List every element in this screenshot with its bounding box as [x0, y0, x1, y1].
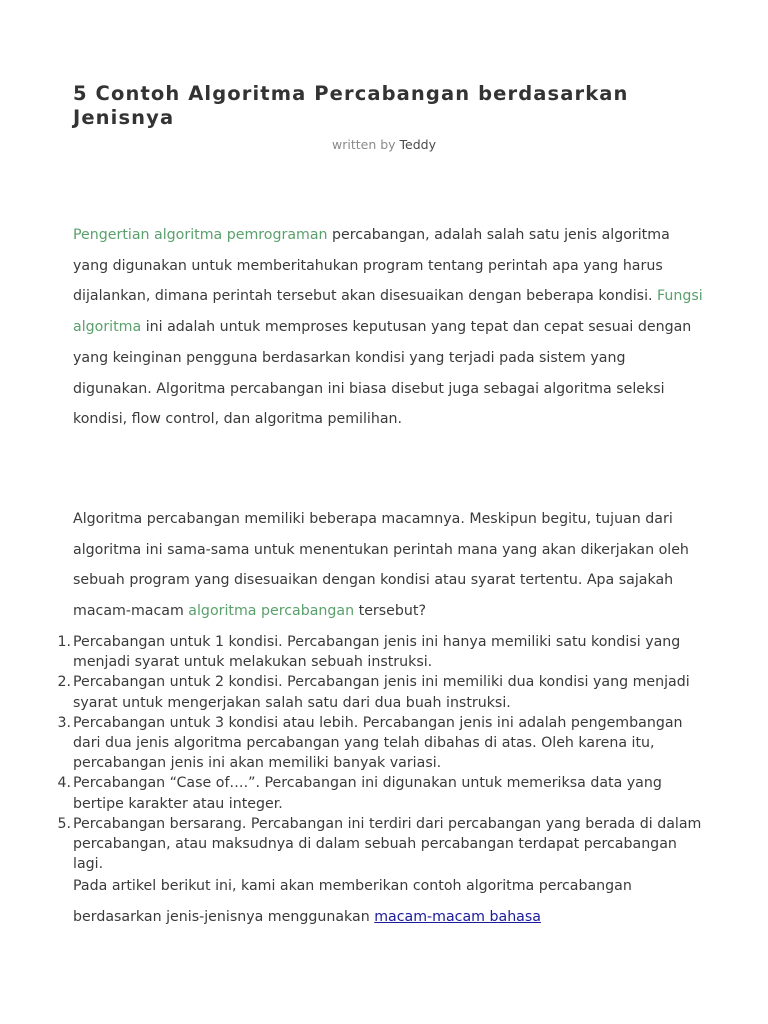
link-pengertian-algoritma[interactable]: Pengertian algoritma pemrograman — [73, 227, 328, 243]
list-item — [57, 814, 703, 875]
intro-paragraph — [73, 220, 703, 435]
list-item — [57, 672, 703, 712]
list-item — [57, 713, 703, 774]
closing-paragraph — [73, 871, 703, 932]
intro-text-1: percabangan, adalah salah satu jenis algoritma yang digunakan untuk memberitahukan program tentang perintah apa yang harus dijalankan, dimana perintah tersebut akan disesuaikan dengan beberapa kondisi. — [73, 227, 670, 305]
byline-author: Teddy — [399, 137, 436, 152]
article-title: 5 Contoh Algoritma Percabangan berdasarkan Jenisnya — [73, 82, 629, 129]
list-item-text: Percabangan untuk 1 kondisi. Percabangan jenis ini hanya memiliki satu kondisi yang menjadi syarat untuk melakukan sebuah instruksi. — [73, 634, 681, 671]
link-fungsi-algoritma[interactable]: Fungsi algoritma — [73, 288, 703, 336]
list-item-text: Percabangan untuk 2 kondisi. Percabangan jenis ini memiliki dua kondisi yang menjadi syarat untuk mengerjakan salah satu dari dua buah instruksi. — [73, 674, 690, 711]
branching-types-list — [57, 632, 703, 874]
intro-text-2: ini adalah untuk memproses keputusan yang tepat dan cepat sesuai dengan yang keinginan pengguna berdasarkan kondisi yang terjadi pada sistem yang digunakan. Algoritma percabangan ini biasa disebut juga sebagai algoritma seleksi kondisi, flow control, dan algoritma pemilihan. — [73, 319, 692, 428]
types-paragraph — [73, 504, 703, 627]
types-text-2: tersebut? — [354, 603, 426, 620]
link-macam-macam-bahasa[interactable]: macam-macam bahasa — [374, 908, 541, 925]
types-text-1: Algoritma percabangan memiliki beberapa macamnya. Meskipun begitu, tujuan dari algoritma ini sama-sama untuk menentukan perintah mana yang akan dikerjakan oleh sebuah program yang disesuaikan dengan kondisi atau syarat tertentu. Apa sajakah macam-macam — [73, 511, 689, 620]
list-item-number: 5. — [57, 815, 71, 832]
list-item-number: 1. — [57, 634, 71, 650]
link-algoritma-percabangan[interactable]: algoritma percabangan — [188, 603, 355, 620]
list-item — [57, 773, 703, 813]
list-item-number: 4. — [57, 775, 71, 792]
byline — [0, 137, 768, 152]
byline-prefix: written by — [331, 137, 396, 152]
closing-text: Pada artikel berikut ini, kami akan memberikan contoh algoritma percabangan berdasarkan jenis-jenisnya menggunakan — [73, 878, 632, 925]
list-item-text: Percabangan untuk 3 kondisi atau lebih. Percabangan jenis ini adalah pengembangan dari dua jenis algoritma percabangan yang telah dibahas di atas. Oleh karena itu, percabangan jenis ini akan memiliki banyak variasi. — [73, 714, 683, 772]
list-item-number: 2. — [57, 674, 71, 691]
list-item-text: Percabangan “Case of….”. Percabangan ini digunakan untuk memeriksa data yang bertipe karakter atau integer. — [73, 775, 662, 812]
list-item-number: 3. — [57, 714, 71, 731]
list-item — [57, 632, 703, 672]
list-item-text: Percabangan bersarang. Percabangan ini terdiri dari percabangan yang berada di dalam percabangan, atau maksudnya di dalam sebuah percabangan terdapat percabangan lagi. — [73, 815, 702, 873]
